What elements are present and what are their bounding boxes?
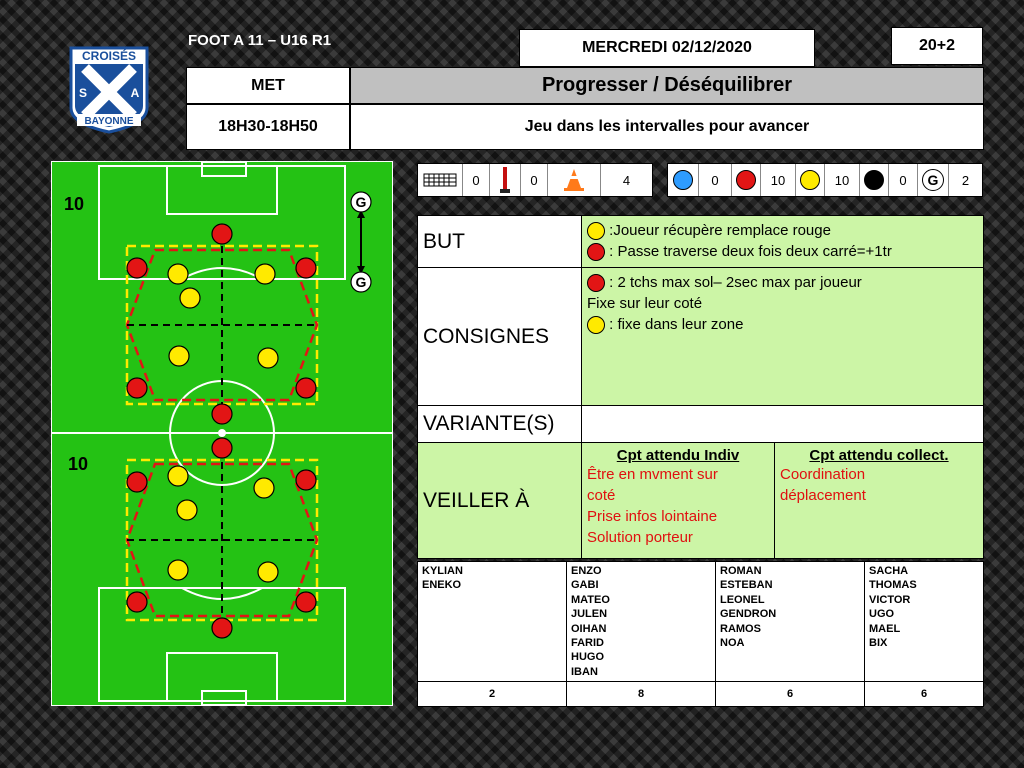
goal-icon (418, 164, 462, 196)
svg-text:S: S (78, 86, 88, 100)
session-title: FOOT A 11 – U16 R1 (188, 32, 332, 49)
instructions-table (417, 215, 984, 559)
team-bottom-count: 10 (68, 454, 89, 474)
svg-text:G: G (355, 274, 367, 290)
group-count-4: 6 (865, 682, 984, 707)
but-content (582, 216, 984, 268)
consignes-line2: Fixe sur leur coté (587, 295, 703, 312)
consignes-label: CONSIGNES (418, 268, 582, 406)
svg-text:BAYONNE: BAYONNE (84, 116, 134, 127)
player-count: 20+2 (891, 27, 983, 65)
indiv-header: Cpt attendu Indiv (616, 447, 740, 464)
consignes-content (582, 268, 984, 406)
black-bib-icon (864, 170, 884, 190)
player-group-3: ROMAN ESTEBAN LEONEL GENDRON RAMOS NOA (716, 562, 865, 682)
collect-header: Cpt attendu collect. (809, 447, 949, 464)
but-label: BUT (418, 216, 582, 268)
variante-content (582, 406, 984, 443)
method-label: MET (186, 67, 350, 104)
session-date: MERCREDI 02/12/2020 (519, 29, 815, 67)
goalkeeper-icon: G (918, 164, 948, 196)
session-theme: Progresser / Déséquilibrer (350, 67, 984, 104)
goal-count: 0 (472, 172, 480, 188)
collect-expectations: Cpt attendu collect. Coordination déplacement (775, 443, 984, 559)
red-count: 10 (770, 172, 786, 188)
session-description: Jeu dans les intervalles pour avancer (350, 104, 984, 150)
group-count-1: 2 (418, 682, 567, 707)
cone-icon (548, 164, 600, 196)
equipment-bar-material (417, 163, 653, 197)
black-count: 0 (899, 172, 907, 188)
pole-icon (490, 164, 520, 196)
blue-bib-icon (673, 170, 693, 190)
player-group-2: ENZO GABI MATEO JULEN OIHAN FARID HUGO IBAN (567, 562, 716, 682)
consignes-yellow-text: : fixe dans leur zone (609, 316, 744, 333)
red-bib-icon (736, 170, 756, 190)
club-logo (67, 44, 151, 134)
session-time: 18H30-18H50 (186, 104, 350, 150)
goalkeeper-count: 2 (961, 172, 970, 188)
equipment-bar-bibs (667, 163, 983, 197)
pitch-diagram (51, 161, 393, 706)
svg-text:CROISÉS: CROISÉS (81, 49, 137, 63)
group-count-3: 6 (716, 682, 865, 707)
veiller-label: VEILLER À (418, 443, 582, 559)
but-red-text: : Passe traverse deux fois deux carré=+1tr (609, 243, 892, 260)
player-groups-table (417, 561, 984, 707)
pole-count: 0 (530, 172, 538, 188)
blue-count: 0 (711, 172, 719, 188)
team-top-count: 10 (64, 194, 85, 214)
but-yellow-text: :Joueur récupère remplace rouge (609, 222, 831, 239)
yellow-bib-icon (800, 170, 820, 190)
group-count-2: 8 (567, 682, 716, 707)
cone-count: 4 (622, 172, 631, 188)
consignes-red-text: : 2 tchs max sol– 2sec max par joueur (609, 274, 862, 291)
indiv-expectations: Cpt attendu Indiv Être en mvment sur coté Prise infos lointaine Solution porteur (582, 443, 775, 559)
player-group-4: SACHA THOMAS VICTOR UGO MAEL BIX (865, 562, 984, 682)
svg-text:G: G (355, 194, 367, 210)
svg-text:A: A (130, 86, 140, 100)
variante-label: VARIANTE(S) (418, 406, 582, 443)
player-group-1: KYLIAN ENEKO (418, 562, 567, 682)
yellow-count: 10 (834, 172, 850, 188)
